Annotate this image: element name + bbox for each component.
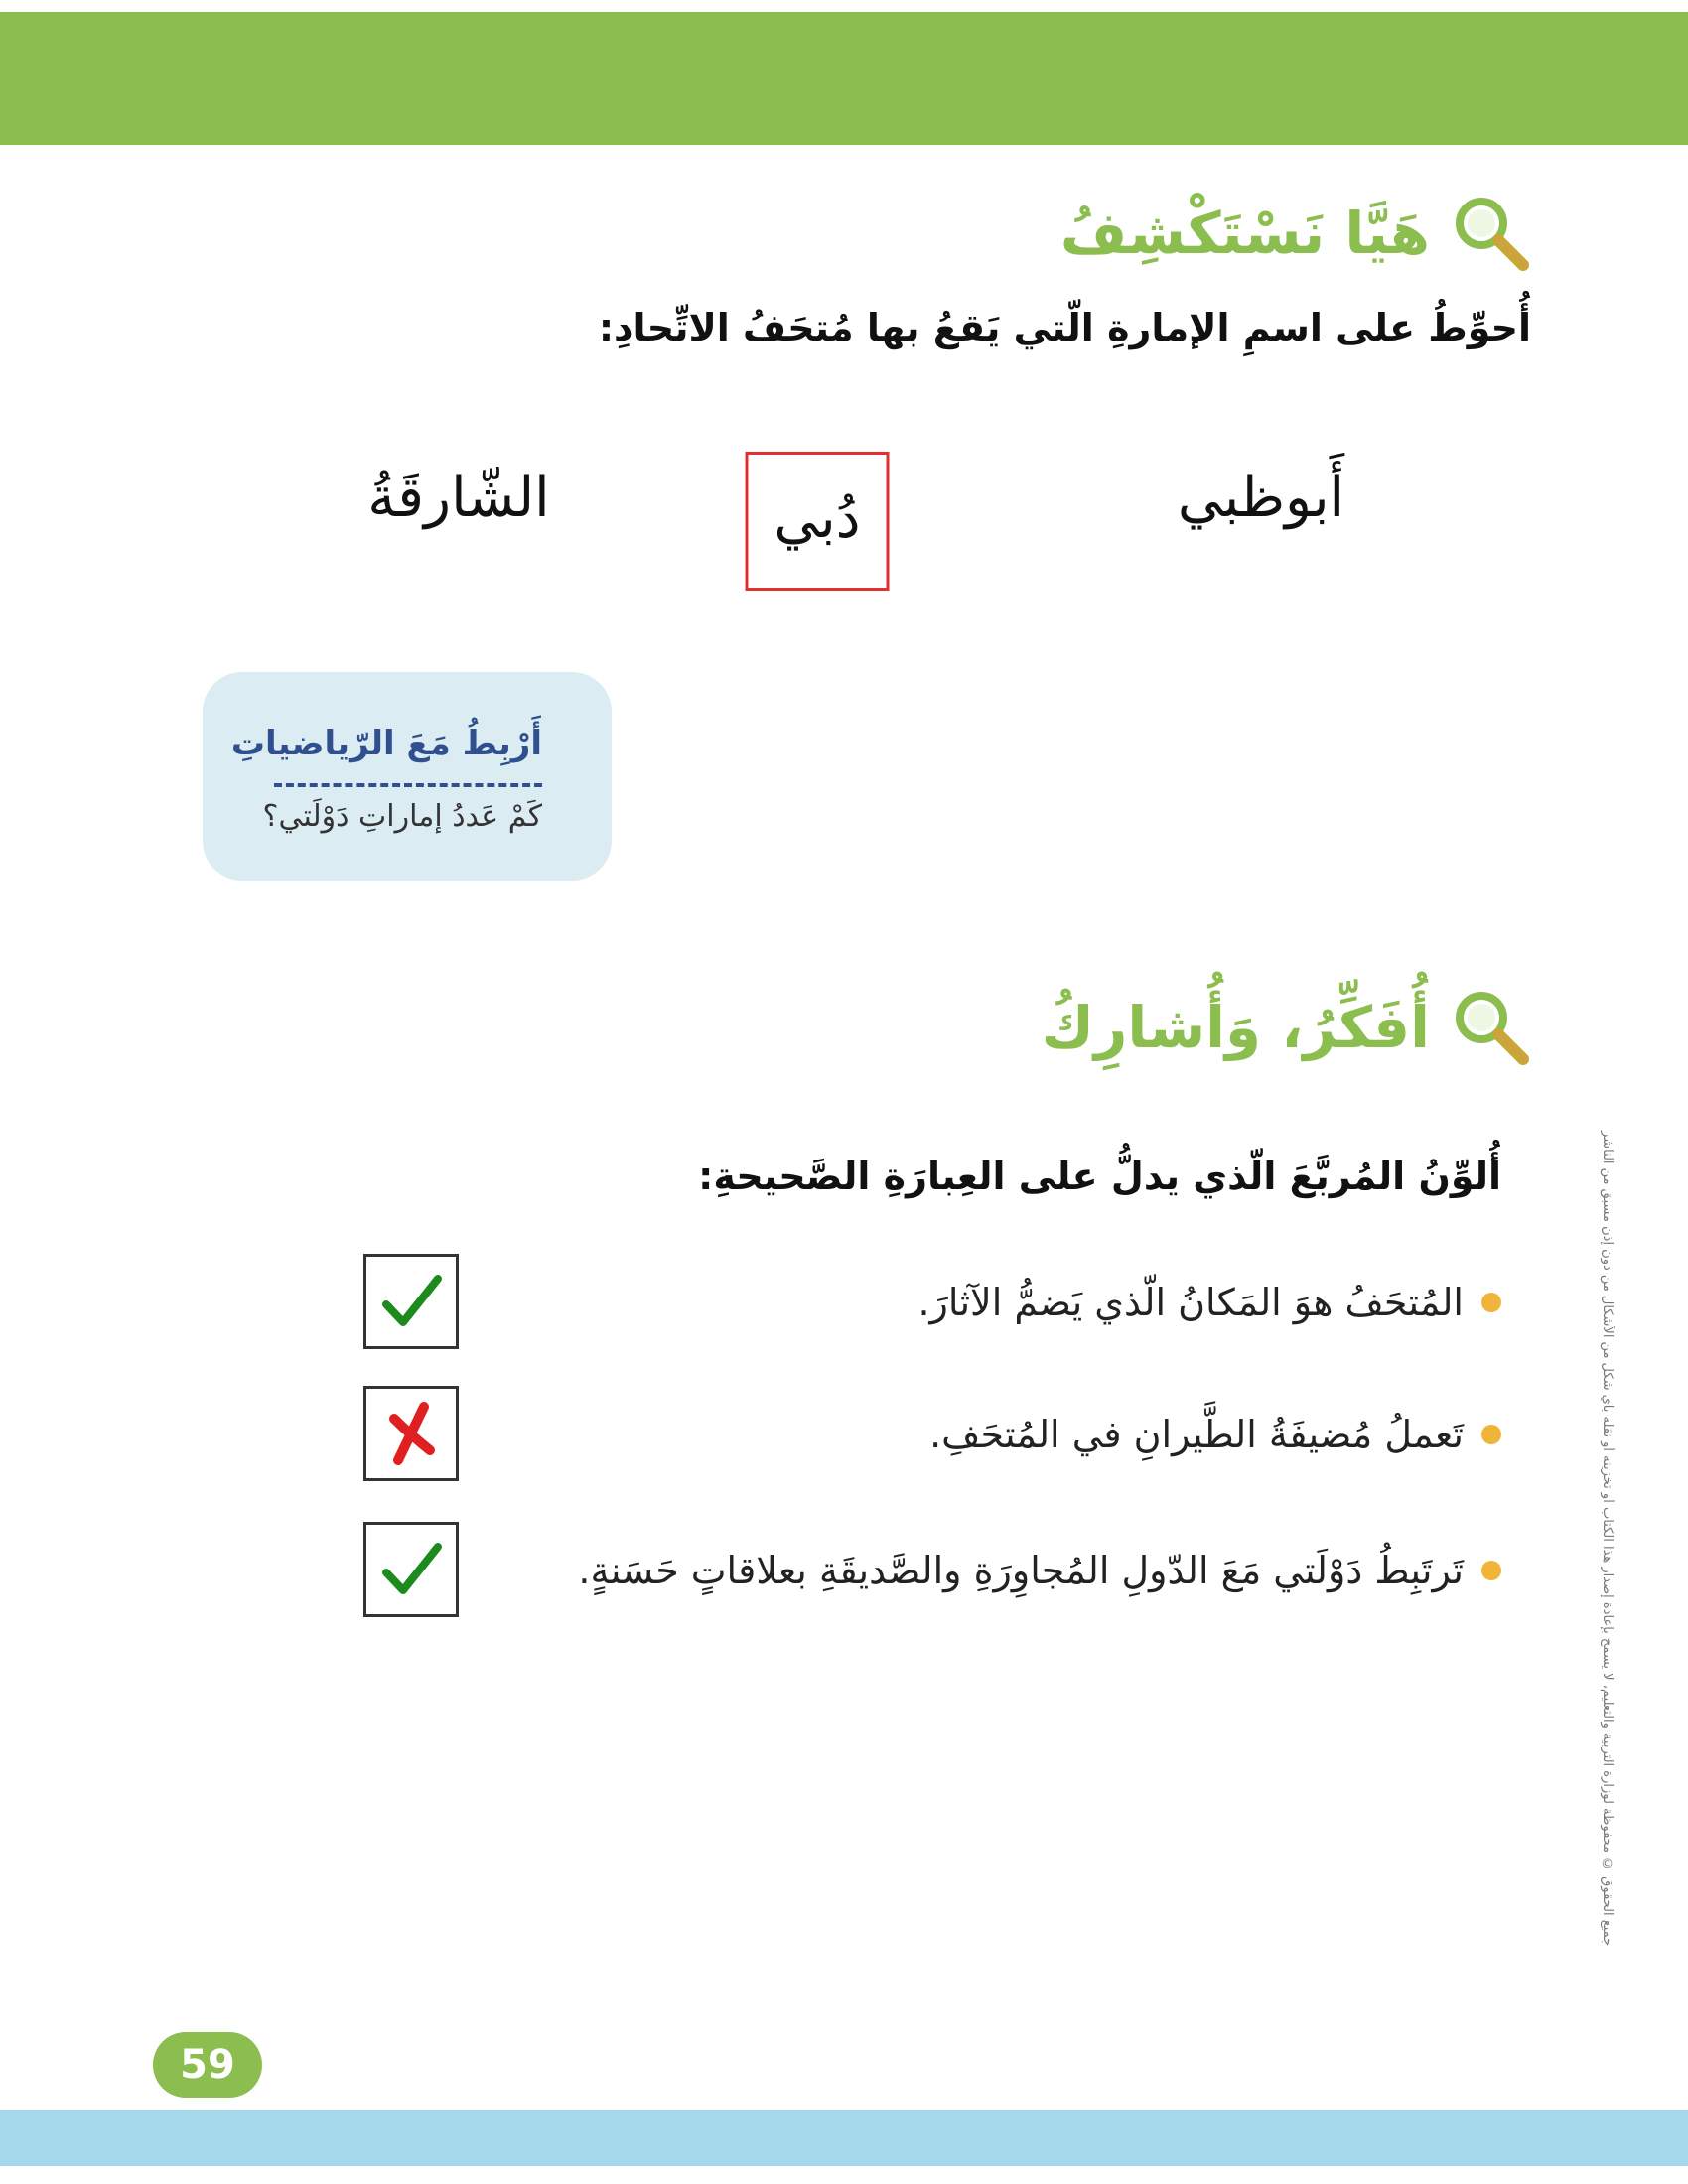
option-abu-dhabi[interactable]: أَبوظبي — [1177, 466, 1345, 530]
statement-3 — [578, 1549, 1501, 1592]
statement-text: تَرتَبِطُ دَوْلَتي مَعَ الدّولِ المُجاوِرَةِ والصَّديقَةِ بعلاقاتٍ حَسَنةٍ. — [578, 1549, 1464, 1592]
statement-text: المُتحَفُ هوَ المَكانُ الّذي يَضمُّ الآثارَ. — [917, 1281, 1464, 1324]
math-link-box — [203, 672, 612, 881]
answer-box-2[interactable] — [363, 1386, 459, 1481]
explore-instruction: أُحوِّطُ على اسمِ الإمارةِ الّتي يَقعُ بها مُتحَفُ الاتِّحادِ: — [598, 306, 1531, 349]
statement-text: تَعملُ مُضيفَةُ الطَّيرانِ في المُتحَفِ. — [929, 1413, 1464, 1456]
bullet-icon — [1481, 1293, 1501, 1312]
option-sharjah[interactable]: الشّارقَةُ — [367, 466, 550, 530]
think-share-title: أُفَكِّرُ، وَأُشارِكُ — [1041, 994, 1430, 1061]
magnifier-icon — [1452, 988, 1531, 1067]
copyright-note: جميع الحقوق © محفوظة لوزارة التربية والتعليم، لا يسمح بإعادة إصدار هذا الكتاب أو تخزينه أو نقله بأي شكل من الأشكال من دون إذن مسبق من الناشر — [1600, 1130, 1615, 1946]
answer-box-3[interactable] — [363, 1522, 459, 1617]
statement-2 — [929, 1413, 1501, 1456]
think-share-section-title — [1042, 973, 1531, 1082]
math-link-question: كَمْ عَددُ إماراتِ دَوْلَتي؟ — [262, 799, 542, 834]
bullet-icon — [1481, 1561, 1501, 1580]
explore-section-title — [1060, 179, 1531, 288]
cross-icon — [376, 1399, 446, 1468]
footer-band — [0, 2110, 1688, 2166]
answer-box-1[interactable] — [363, 1254, 459, 1349]
magnifier-icon — [1452, 194, 1531, 273]
option-dubai-selected[interactable]: دُبي — [746, 452, 890, 591]
header-band — [0, 12, 1688, 145]
page-number-badge: 59 — [153, 2032, 262, 2098]
statement-1 — [917, 1281, 1501, 1324]
bullet-icon — [1481, 1425, 1501, 1444]
think-share-instruction: أُلوِّنُ المُربَّعَ الّذي يدلُّ على العِبارَةِ الصَّحيحةِ: — [698, 1155, 1501, 1198]
explore-title: هَيَّا نَسْتَكْشِفُ — [1059, 200, 1430, 267]
check-icon — [376, 1267, 446, 1336]
math-link-title: أَرْبِطُ مَعَ الرّياضياتِ — [230, 724, 542, 763]
dashed-divider — [274, 783, 542, 787]
check-icon — [376, 1535, 446, 1604]
